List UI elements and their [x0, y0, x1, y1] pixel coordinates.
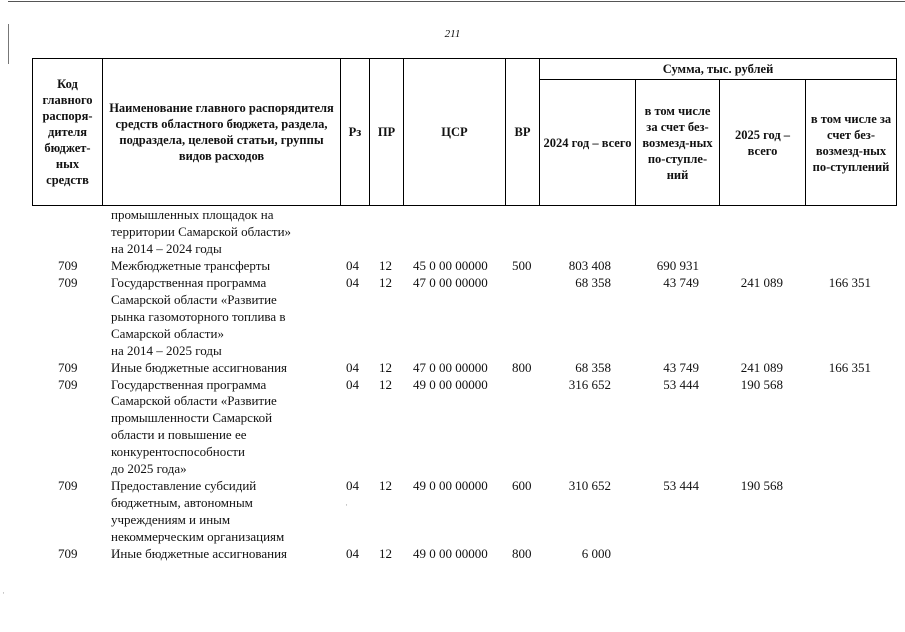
row-2024-total: 803 408 — [568, 257, 611, 273]
table-row — [0, 427, 905, 443]
row-pr: 12 — [379, 257, 392, 273]
row-pr: 12 — [379, 359, 392, 375]
table-row — [0, 512, 905, 528]
header-name: Наименование главного распорядителя средств областного бюджета, раздела, подраздела, целевой статьи, группы видов расходов — [103, 59, 341, 206]
row-name: Иные бюджетные ассигнования — [111, 546, 288, 561]
row-rz: 04 — [346, 546, 359, 561]
row-csr: 49 0 00 00000 — [413, 376, 488, 392]
row-name: Государственная программа — [111, 376, 267, 392]
table-row — [0, 292, 905, 308]
table-row — [0, 529, 905, 545]
table-row — [0, 309, 905, 325]
row-code: 709 — [58, 376, 78, 392]
row-name: некоммерческим организациям — [111, 529, 285, 544]
row-name: Самарской области «Развитие — [111, 291, 277, 307]
row-2024-total: 68 358 — [575, 274, 611, 290]
table-row — [0, 377, 905, 393]
row-2025-gratuitous: 166 351 — [828, 359, 871, 375]
table-header — [32, 58, 897, 206]
row-2024-gratuitous: 43 749 — [663, 274, 699, 290]
row-name: на 2014 – 2025 годы — [111, 342, 222, 358]
row-2024-total: 310 652 — [568, 478, 611, 494]
table-row — [0, 444, 905, 460]
row-rz: 04 — [346, 257, 359, 273]
row-vr: 600 — [512, 478, 532, 494]
row-vr: 800 — [512, 546, 532, 561]
header-2024-gratuitous: в том числе за счет без-возмезд-ных по-ступле-ний — [636, 80, 720, 206]
row-rz: 04 — [346, 359, 359, 375]
table-row — [0, 393, 905, 409]
row-rz: 04 — [346, 274, 359, 290]
header-sum-group: Сумма, тыс. рублей — [540, 59, 897, 80]
row-name: Самарской области» — [111, 325, 224, 341]
row-2024-total: 6 000 — [581, 546, 611, 561]
row-2024-gratuitous: 53 444 — [663, 376, 699, 392]
row-csr: 49 0 00 00000 — [413, 546, 488, 561]
row-name: бюджетным, автономным — [111, 495, 253, 511]
row-vr: 500 — [512, 257, 532, 273]
row-csr: 49 0 00 00000 — [413, 478, 488, 494]
header-pr: ПР — [370, 59, 404, 206]
row-csr: 47 0 00 00000 — [413, 359, 488, 375]
header-code: Код главного распоря-дителя бюджет-ных средств — [33, 59, 103, 206]
row-pr: 12 — [379, 274, 392, 290]
row-2024-gratuitous: 43 749 — [663, 359, 699, 375]
row-2025-total: 190 568 — [740, 478, 783, 494]
table-row — [0, 343, 905, 359]
row-name: на 2014 – 2024 годы — [111, 240, 222, 256]
header-vr: ВР — [506, 59, 540, 206]
row-2025-total: 241 089 — [740, 274, 783, 290]
row-name: Иные бюджетные ассигнования — [111, 359, 288, 375]
header-2025-gratuitous: в том числе за счет без-возмезд-ных по-ступлений — [806, 80, 897, 206]
row-2024-gratuitous: 53 444 — [663, 478, 699, 494]
row-2025-gratuitous: 166 351 — [828, 274, 871, 290]
row-code: 709 — [58, 274, 78, 290]
header-2025-total: 2025 год – всего — [720, 80, 806, 206]
table-row — [0, 258, 905, 274]
table-row — [0, 275, 905, 291]
table-row — [0, 207, 905, 223]
row-name: Межбюджетные трансферты — [111, 257, 271, 273]
table-row — [0, 478, 905, 494]
table-row — [0, 495, 905, 511]
row-pr: 12 — [379, 478, 392, 494]
page-number: 211 — [444, 28, 461, 40]
table-row — [0, 410, 905, 426]
row-2024-gratuitous: 690 931 — [656, 257, 699, 273]
row-code: 709 — [58, 478, 78, 494]
row-2025-total: 190 568 — [740, 376, 783, 392]
row-name: конкурентоспособности — [111, 444, 245, 460]
table-row — [0, 546, 905, 562]
row-name: Государственная программа — [111, 274, 267, 290]
top-border-line — [8, 1, 905, 2]
row-name: территории Самарской области» — [111, 223, 292, 239]
row-vr: 800 — [512, 359, 532, 375]
row-name: до 2025 года» — [111, 461, 187, 477]
table-row — [0, 461, 905, 477]
row-name: Предоставление субсидий — [111, 478, 257, 494]
scan-speck: · — [2, 588, 5, 598]
row-name: учреждениям и иным — [111, 512, 231, 528]
row-code: 709 — [58, 257, 78, 273]
scan-speck: · — [345, 500, 348, 510]
table-row — [0, 224, 905, 240]
table-row — [0, 360, 905, 376]
row-pr: 12 — [379, 376, 392, 392]
row-name: области и повышение ее — [111, 427, 247, 443]
header-2024-total: 2024 год – всего — [540, 80, 636, 206]
row-csr: 47 0 00 00000 — [413, 274, 488, 290]
row-2025-total: 241 089 — [740, 359, 783, 375]
header-rz: Рз — [341, 59, 370, 206]
row-name: промышленности Самарской — [111, 410, 273, 426]
row-name: промышленных площадок на — [111, 207, 274, 222]
row-pr: 12 — [379, 546, 392, 561]
table-row — [0, 326, 905, 342]
row-2024-total: 316 652 — [568, 376, 611, 392]
row-rz: 04 — [346, 478, 359, 494]
row-code: 709 — [58, 546, 78, 561]
header-csr: ЦСР — [404, 59, 506, 206]
row-csr: 45 0 00 00000 — [413, 257, 488, 273]
row-code: 709 — [58, 359, 78, 375]
row-2024-total: 68 358 — [575, 359, 611, 375]
row-name: рынка газомоторного топлива в — [111, 308, 286, 324]
row-rz: 04 — [346, 376, 359, 392]
row-name: Самарской области «Развитие — [111, 393, 277, 409]
table-row — [0, 241, 905, 257]
